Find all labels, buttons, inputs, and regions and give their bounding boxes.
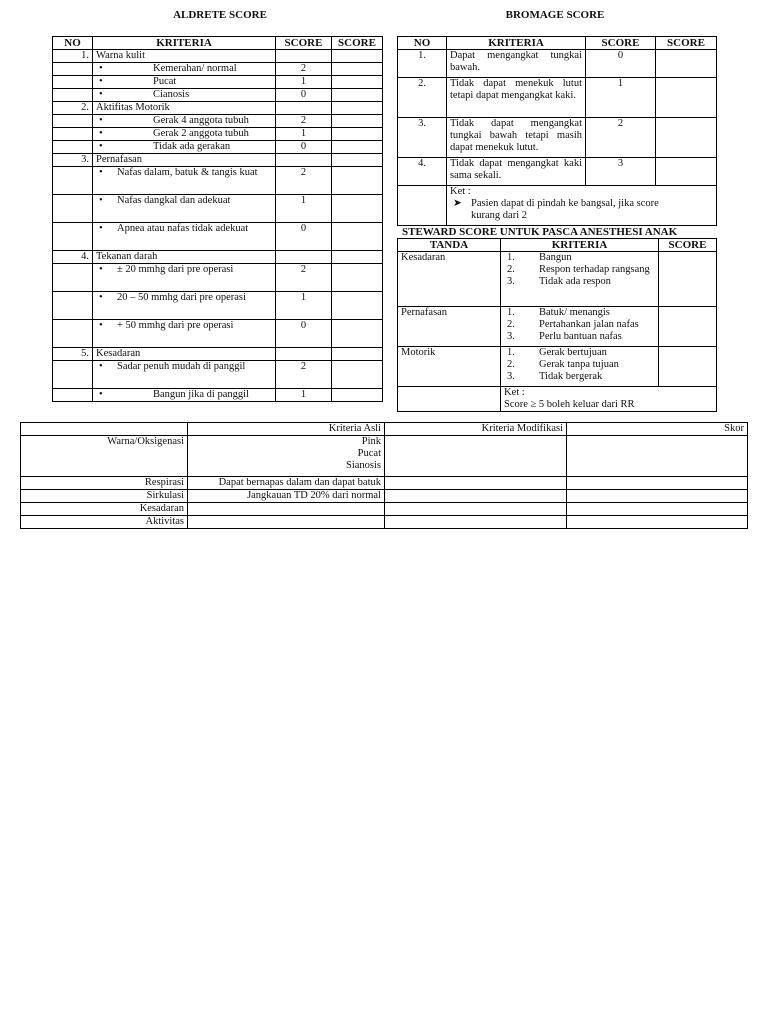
aldrete-section-row: [53, 154, 383, 167]
comparison-row-asli: Jangkauan TD 20% dari normal: [188, 490, 385, 503]
aldrete-item-text: Cianosis: [153, 89, 190, 100]
aldrete-item-score: 0: [276, 223, 332, 251]
bromage-ket-label: Ket :: [450, 186, 471, 197]
steward-ket-text: Score ≥ 5 boleh keluar dari RR: [504, 399, 635, 410]
bullet-icon: •: [99, 63, 103, 74]
steward-criterion: 3. Perlu bantuan nafas: [507, 331, 622, 342]
aldrete-section-label: Warna kulit: [93, 50, 276, 63]
bromage-header-no: NO: [398, 37, 447, 50]
bullet-icon: •: [99, 76, 103, 87]
comparison-header-row: [21, 423, 748, 436]
comparison-header-modifikasi: Kriteria Modifikasi: [385, 423, 567, 436]
bromage-row-no: 4.: [398, 158, 447, 186]
steward-header-tanda: TANDA: [398, 239, 501, 252]
aldrete-item-cell: [93, 89, 276, 102]
aldrete-section-row: [53, 102, 383, 115]
bromage-row-text: Dapat mengangkat tungkai bawah.: [447, 50, 586, 78]
comparison-row-asli: [188, 516, 385, 529]
bromage-row: [398, 118, 717, 158]
aldrete-item-text: Gerak 4 anggota tubuh: [153, 115, 249, 126]
bullet-icon: •: [99, 389, 103, 400]
bullet-icon: •: [99, 223, 103, 234]
steward-criterion: 3. Tidak bergerak: [507, 371, 603, 382]
aldrete-item-score: 1: [276, 292, 332, 320]
aldrete-item-score: 0: [276, 89, 332, 102]
aldrete-item-score: 2: [276, 264, 332, 292]
aldrete-section-label: Tekanan darah: [93, 251, 276, 264]
comparison-table: [20, 422, 748, 529]
aldrete-item-score: 1: [276, 128, 332, 141]
steward-row-kriteria: [501, 252, 659, 307]
comparison-row-modifikasi: [385, 477, 567, 490]
steward-row-kriteria: [501, 347, 659, 387]
comparison-row-modifikasi: [385, 436, 567, 477]
bullet-icon: •: [99, 89, 103, 100]
aldrete-item-row: [53, 223, 383, 251]
bromage-row-score: 1: [586, 78, 656, 118]
aldrete-item-text: Nafas dalam, batuk & tangis kuat: [117, 167, 258, 178]
steward-row-score: [659, 307, 717, 347]
comparison-row-label: Respirasi: [21, 477, 188, 490]
bromage-row-text: Tidak dapat mengangkat tungkai bawah tetapi masih dapat menekuk lutut.: [447, 118, 586, 158]
bromage-ket-row: [398, 186, 717, 226]
comparison-row-skor: [567, 516, 748, 529]
arrow-bullet-icon: ➤: [453, 198, 462, 209]
steward-criterion: 2. Respon terhadap rangsang: [507, 264, 650, 275]
steward-header-row: [398, 239, 717, 252]
aldrete-item-text: Pucat: [153, 76, 177, 87]
bromage-row: [398, 158, 717, 186]
aldrete-item-cell: [93, 195, 276, 223]
aldrete-item-text: Bangun jika di panggil: [153, 389, 249, 400]
bromage-row-no: 3.: [398, 118, 447, 158]
aldrete-item-score: 0: [276, 320, 332, 348]
aldrete-item-row: [53, 292, 383, 320]
comparison-row: [21, 477, 748, 490]
aldrete-item-text: Tidak ada gerakan: [153, 141, 231, 152]
aldrete-item-score: 0: [276, 141, 332, 154]
bromage-ket-text: Pasien dapat di pindah ke bangsal, jika score kurang dari 2: [471, 198, 659, 221]
aldrete-item-score: 2: [276, 63, 332, 76]
aldrete-header-kriteria: KRITERIA: [93, 37, 276, 50]
aldrete-section-row: [53, 251, 383, 264]
aldrete-item-score: 2: [276, 361, 332, 389]
comparison-row-modifikasi: [385, 490, 567, 503]
aldrete-item-cell: [93, 264, 276, 292]
bullet-icon: •: [99, 292, 103, 303]
bromage-row: [398, 50, 717, 78]
aldrete-section-row: [53, 50, 383, 63]
steward-row-score: [659, 347, 717, 387]
comparison-header-asli: Kriteria Asli: [188, 423, 385, 436]
bullet-icon: •: [99, 264, 103, 275]
aldrete-item-cell: [93, 223, 276, 251]
aldrete-section-no: 3.: [53, 154, 93, 167]
aldrete-item-text: + 50 mmhg dari pre operasi: [117, 320, 234, 331]
bullet-icon: •: [99, 320, 103, 331]
comparison-row-skor: [567, 490, 748, 503]
aldrete-header-row: [53, 37, 383, 50]
bromage-ket-cell: [447, 186, 717, 226]
bullet-icon: •: [99, 167, 103, 178]
aldrete-item-row: [53, 389, 383, 402]
aldrete-item-row: [53, 76, 383, 89]
aldrete-item-text: Nafas dangkal dan adekuat: [117, 195, 231, 206]
aldrete-title: ALDRETE SCORE: [173, 9, 267, 21]
aldrete-header-score-2: SCORE: [332, 37, 383, 50]
aldrete-item-score: 2: [276, 167, 332, 195]
steward-criterion: 2. Pertahankan jalan nafas: [507, 319, 639, 330]
bromage-row-score: 0: [586, 50, 656, 78]
steward-criterion: 3. Tidak ada respon: [507, 276, 611, 287]
aldrete-item-score: 1: [276, 195, 332, 223]
comparison-header-empty: [21, 423, 188, 436]
bromage-row-score: 3: [586, 158, 656, 186]
bullet-icon: •: [99, 141, 103, 152]
comparison-row-label: Sirkulasi: [21, 490, 188, 503]
aldrete-item-score: 2: [276, 115, 332, 128]
aldrete-item-text: Apnea atau nafas tidak adekuat: [117, 223, 249, 234]
bromage-header-score: SCORE: [586, 37, 656, 50]
bromage-row-score: 2: [586, 118, 656, 158]
aldrete-item-row: [53, 141, 383, 154]
comparison-row-label: Kesadaran: [21, 503, 188, 516]
aldrete-section-no: 5.: [53, 348, 93, 361]
steward-header-score: SCORE: [659, 239, 717, 252]
bromage-row: [398, 78, 717, 118]
comparison-row-skor: [567, 477, 748, 490]
aldrete-item-cell: [93, 361, 276, 389]
bullet-icon: •: [99, 361, 103, 372]
comparison-row: [21, 436, 748, 477]
comparison-row-label: Warna/Oksigenasi: [21, 436, 188, 477]
aldrete-item-text: Kemerahan/ normal: [153, 63, 237, 74]
steward-row-tanda: Kesadaran: [398, 252, 501, 307]
comparison-row-asli: Pink Pucat Sianosis: [188, 436, 385, 477]
steward-ket-label: Ket :: [504, 387, 525, 398]
steward-row: [398, 307, 717, 347]
comparison-row-skor: [567, 436, 748, 477]
aldrete-item-cell: [93, 292, 276, 320]
steward-title: STEWARD SCORE UNTUK PASCA ANESTHESI ANAK: [402, 226, 678, 238]
aldrete-item-row: [53, 167, 383, 195]
comparison-row: [21, 490, 748, 503]
steward-row-tanda: Motorik: [398, 347, 501, 387]
bromage-header-score-2: SCORE: [656, 37, 717, 50]
bromage-row-no: 2.: [398, 78, 447, 118]
aldrete-item-text: ± 20 mmhg dari pre operasi: [117, 264, 234, 275]
steward-row: [398, 347, 717, 387]
aldrete-item-text: Gerak 2 anggota tubuh: [153, 128, 249, 139]
aldrete-section-label: Aktifitas Motorik: [93, 102, 276, 115]
steward-criterion: 1. Gerak bertujuan: [507, 347, 607, 358]
aldrete-header-score: SCORE: [276, 37, 332, 50]
comparison-row: [21, 503, 748, 516]
aldrete-item-row: [53, 264, 383, 292]
aldrete-item-cell: [93, 76, 276, 89]
aldrete-item-text: Sadar penuh mudah di panggil: [117, 361, 246, 372]
steward-row-tanda: Pernafasan: [398, 307, 501, 347]
aldrete-section-no: 1.: [53, 50, 93, 63]
bromage-header-kriteria: KRITERIA: [447, 37, 586, 50]
steward-criterion: 1. Bangun: [507, 252, 572, 263]
aldrete-item-row: [53, 89, 383, 102]
aldrete-item-row: [53, 63, 383, 76]
aldrete-item-text: 20 – 50 mmhg dari pre operasi: [117, 292, 246, 303]
aldrete-item-cell: [93, 115, 276, 128]
aldrete-item-cell: [93, 167, 276, 195]
bullet-icon: •: [99, 195, 103, 206]
aldrete-section-label: Pernafasan: [93, 154, 276, 167]
bromage-row-no: 1.: [398, 50, 447, 78]
comparison-row-modifikasi: [385, 503, 567, 516]
steward-table: [397, 238, 717, 412]
bullet-icon: •: [99, 115, 103, 126]
bromage-row-text: Tidak dapat mengangkat kaki sama sekali.: [447, 158, 586, 186]
aldrete-section-no: 4.: [53, 251, 93, 264]
steward-criterion: 1. Batuk/ menangis: [507, 307, 610, 318]
bromage-title: BROMAGE SCORE: [505, 9, 605, 21]
comparison-row: [21, 516, 748, 529]
steward-row-score: [659, 252, 717, 307]
aldrete-item-score: 1: [276, 389, 332, 402]
aldrete-table: [52, 36, 383, 402]
steward-ket-cell: [501, 387, 717, 412]
steward-row: [398, 252, 717, 307]
steward-ket-row: [398, 387, 717, 412]
aldrete-item-cell: [93, 128, 276, 141]
aldrete-item-cell: [93, 63, 276, 76]
aldrete-header-no: NO: [53, 37, 93, 50]
steward-header-kriteria: KRITERIA: [501, 239, 659, 252]
aldrete-item-row: [53, 115, 383, 128]
comparison-row-skor: [567, 503, 748, 516]
comparison-header-skor: Skor: [567, 423, 748, 436]
aldrete-section-no: 2.: [53, 102, 93, 115]
aldrete-item-row: [53, 361, 383, 389]
steward-criterion: 2. Gerak tanpa tujuan: [507, 359, 619, 370]
aldrete-section-label: Kesadaran: [93, 348, 276, 361]
aldrete-item-row: [53, 320, 383, 348]
steward-row-kriteria: [501, 307, 659, 347]
aldrete-item-row: [53, 195, 383, 223]
aldrete-item-cell: [93, 320, 276, 348]
bromage-row-text: Tidak dapat menekuk lutut tetapi dapat mengangkat kaki.: [447, 78, 586, 118]
aldrete-item-cell: [93, 389, 276, 402]
bullet-icon: •: [99, 128, 103, 139]
comparison-row-label: Aktivitas: [21, 516, 188, 529]
comparison-row-modifikasi: [385, 516, 567, 529]
comparison-row-asli: [188, 503, 385, 516]
bromage-table: [397, 36, 717, 226]
aldrete-section-row: [53, 348, 383, 361]
comparison-row-asli: Dapat bernapas dalam dan dapat batuk: [188, 477, 385, 490]
aldrete-item-cell: [93, 141, 276, 154]
aldrete-item-row: [53, 128, 383, 141]
aldrete-item-score: 1: [276, 76, 332, 89]
bromage-header-row: [398, 37, 717, 50]
